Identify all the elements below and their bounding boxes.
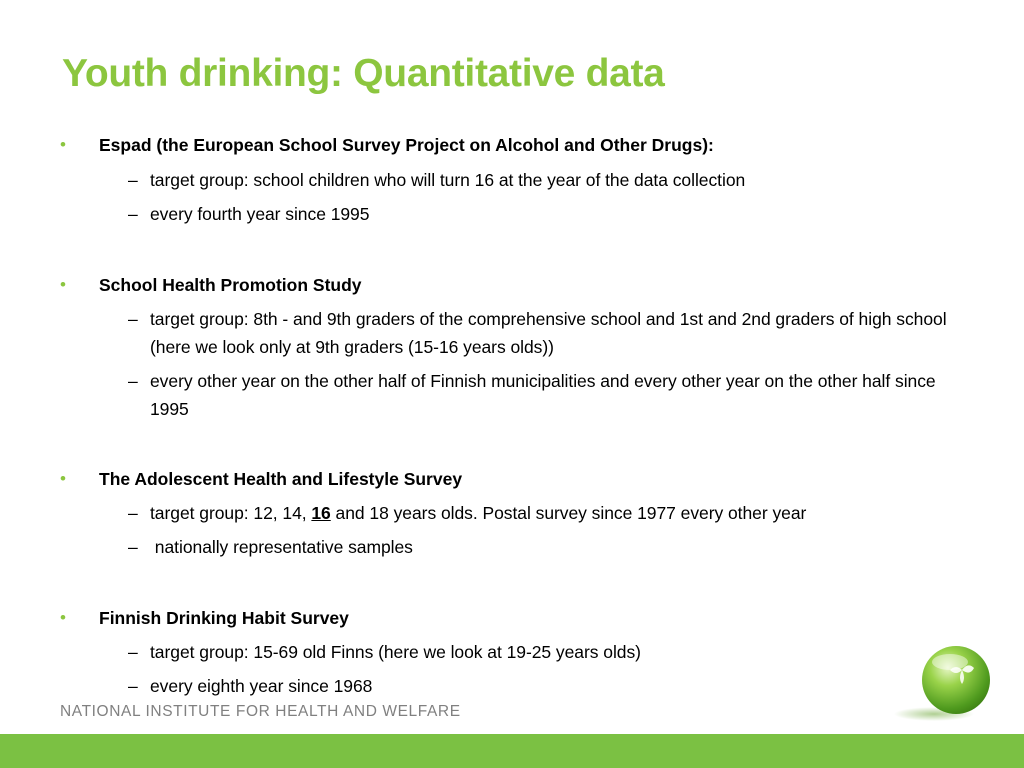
section-heading-adolescent: The Adolescent Health and Lifestyle Survey (99, 469, 463, 489)
dash-marker: – (128, 204, 138, 224)
dash-marker: – (128, 371, 138, 391)
slide-title: Youth drinking: Quantitative data (62, 52, 665, 95)
footer-org-name: NATIONAL INSTITUTE FOR HEALTH AND WELFARE (60, 703, 461, 720)
bullet-marker: • (60, 608, 66, 627)
emphasized-age: 16 (311, 503, 331, 523)
bullet-marker: • (60, 135, 66, 154)
sub-item: target group: 15-69 old Finns (here we look at 19-25 years olds) (150, 642, 641, 662)
dash-marker: – (128, 170, 138, 190)
green-globe-logo-icon (892, 640, 996, 724)
section-heading-espad: Espad (the European School Survey Project on Alcohol and Other Drugs): (99, 135, 714, 155)
footer-bar (0, 734, 1024, 768)
sub-item: every fourth year since 1995 (150, 204, 370, 224)
sub-item: target group: 8th - and 9th graders of the comprehensive school and 1st and 2nd graders of high school (here we look only at 9th graders (15-16 years olds)) (150, 309, 947, 357)
sub-item: every eighth year since 1968 (150, 676, 373, 696)
bullet-marker: • (60, 275, 66, 294)
sub-item-text: and 18 years olds. Postal survey since 1977 every other year (330, 503, 807, 523)
sub-item: nationally representative samples (150, 537, 413, 557)
dash-marker: – (128, 537, 138, 557)
section-heading-drinking-habit: Finnish Drinking Habit Survey (99, 608, 349, 628)
sub-item: target group: school children who will turn 16 at the year of the data collection (150, 170, 746, 190)
bullet-marker: • (60, 469, 66, 488)
sub-item (150, 499, 970, 527)
dash-marker: – (128, 642, 138, 662)
dash-marker: – (128, 309, 138, 329)
sub-item: every other year on the other half of Finnish municipalities and every other year on the other half since 1995 (150, 371, 936, 419)
sub-item-text: target group: 12, 14, (150, 503, 312, 523)
dash-marker: – (128, 503, 138, 523)
dash-marker: – (128, 676, 138, 696)
section-heading-school-health: School Health Promotion Study (99, 275, 362, 295)
